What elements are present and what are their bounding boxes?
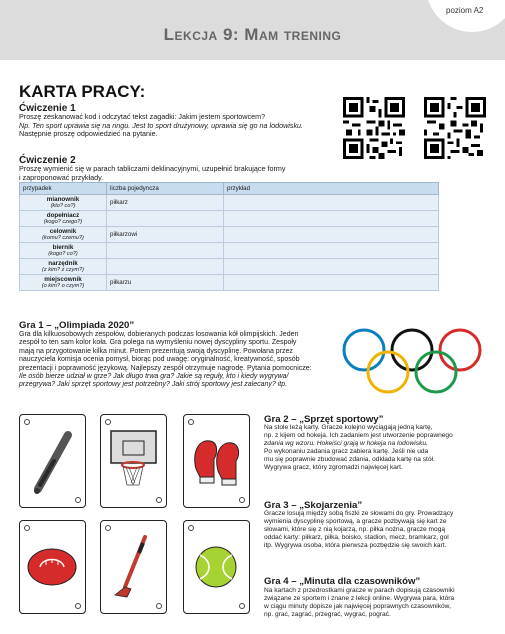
- game-1-line: Gra dla kilkuosobowych zespołów, dobieranych podczas losowania kół olimpijskich. Jeden: [19, 331, 299, 338]
- table-row: [20, 195, 439, 211]
- column-header-example: przykład: [224, 183, 439, 195]
- table-row: [20, 211, 439, 227]
- game-2-line: np. z kijem od hokeja. Ich zadaniem jest utworzenie poprawnego: [264, 432, 453, 439]
- example-cell[interactable]: [224, 227, 439, 243]
- exercise-1-example: Np. Ten sport uprawia się na ringu. Jest to sport drużynowy, uprawia się go na lodowisku.: [19, 120, 304, 130]
- exercise-1-heading: Ćwiczenie 1: [19, 103, 76, 114]
- olympic-rings-icon: [340, 326, 490, 398]
- exercise-1-line: Proszę zeskanować kod i odczytać tekst zagadki: Jakim jestem sportowcem?: [19, 112, 266, 121]
- card-rugby-ball[interactable]: [19, 520, 86, 614]
- rugby-ball-icon: [24, 531, 81, 603]
- game-3-heading: Gra 3 – „Skojarzenia”: [264, 500, 363, 511]
- game-4-line: w ciągu minuty dopisze jak najwięcej poprawnych czasowników,: [264, 603, 451, 610]
- game-1-line: Ile osób bierze udział w grze? Jak długo trwa gra? Jakie są reguły, kto i kiedy wygrywa/: [19, 373, 289, 381]
- game-2-line: zdania wg wzoru. Hokeiści grają w hokeja na lodowisku.: [264, 440, 428, 447]
- card-basketball-hoop[interactable]: [100, 414, 167, 508]
- game-1-line: przegrywa? Jaki sprzęt sportowy jest potrzebny? Jaki strój sportowy jest zalecany? itp.: [19, 381, 288, 389]
- column-header-case: przypadek: [20, 183, 107, 195]
- example-cell[interactable]: [224, 259, 439, 275]
- qr-code-1[interactable]: [343, 97, 405, 159]
- game-4-heading: Gra 4 – „Minuta dla czasowników”: [264, 576, 421, 587]
- case-cell: narzędnik (z kim? z czym?): [20, 259, 107, 275]
- table-row: [20, 227, 439, 243]
- lesson-title: Lekcja 9: Mam trening: [163, 25, 342, 44]
- case-cell: biernik (kogo? co?): [20, 243, 107, 259]
- exercise-1-line: Następnie proszę odpowiedzieć na pytanie.: [19, 129, 158, 139]
- singular-cell[interactable]: [107, 259, 224, 275]
- game-1-heading: Gra 1 – „Olimpiada 2020”: [19, 320, 135, 331]
- boxing-gloves-icon: [188, 425, 245, 497]
- game-3-line: oddać karty: piłkarz, piłka, boisko, stadion, mecz, bramkarz, gol: [264, 534, 449, 541]
- card-boxing-gloves[interactable]: [183, 414, 250, 508]
- game-2-line: Wygrywa gracz, który zgromadzi najwięcej kart.: [264, 464, 403, 471]
- game-3-line: wymienia dyscyplinę sportową, a gracze pozbywają się kart ze: [264, 518, 447, 525]
- singular-cell[interactable]: [107, 243, 224, 259]
- case-cell: mianownik (kto? co?): [20, 195, 107, 211]
- game-4-line: związane ze sportem i znane z lekcji online. Wygrywa para, która: [264, 595, 455, 602]
- example-cell[interactable]: [224, 195, 439, 211]
- card-tennis-ball[interactable]: [183, 520, 250, 614]
- table-row: [20, 275, 439, 291]
- singular-cell[interactable]: piłkarzu: [107, 275, 224, 291]
- singular-cell[interactable]: piłkarz: [107, 195, 224, 211]
- game-2-line: mu się poprawnie zbudować zdania, odkłada kartę na stół.: [264, 456, 435, 463]
- game-3-line: Gracze losują między sobą fiszki ze słowami do gry. Prowadzący: [264, 510, 454, 517]
- game-2-text: [264, 424, 500, 472]
- game-1-line: prezentacji i poprawność językową. Najlepszy zespół otrzymuje nagrodę. Pytania pomocnicze:: [19, 364, 312, 372]
- game-4-text: [264, 587, 500, 619]
- card-hockey-stick[interactable]: [100, 520, 167, 614]
- game-1-line: nauczyciela komisja ocenia pomysł, biorąc pod uwagę: oryginalność, kreatywność, sposób: [19, 356, 300, 364]
- table-row: [20, 259, 439, 275]
- example-cell[interactable]: [224, 211, 439, 227]
- exercise-2-line: Proszę wymienić się w parach tabliczami deklinacyjnymi, uzupełnić brakujące formy: [19, 164, 286, 173]
- game-1-line: mają na przygotowanie kilka minut. Potem prezentują swoją dyscyplinę. Powołana przez: [19, 347, 293, 355]
- example-cell[interactable]: [224, 243, 439, 259]
- singular-cell[interactable]: piłkarzowi: [107, 227, 224, 243]
- exercise-1-text: [19, 113, 349, 139]
- game-4-line: np. grać, zagrać, przegrać, wygrać, pograć.: [264, 611, 391, 618]
- example-cell[interactable]: [224, 275, 439, 291]
- baseball-bat-icon: [24, 425, 81, 497]
- singular-cell[interactable]: [107, 211, 224, 227]
- qr-code-2[interactable]: [424, 97, 486, 159]
- game-1-text: [19, 331, 344, 390]
- game-2-line: Na stole leżą karty. Gracze kolejno wyciągają jedną kartę,: [264, 424, 433, 431]
- game-3-line: słowami, które się z nią kojarzą, np. piłka nożna, gracze mogą: [264, 526, 446, 533]
- column-header-singular: liczba pojedyncza: [107, 183, 224, 195]
- exercise-2-line: i zaproponować przykłady.: [19, 172, 104, 182]
- game-3-line: itp. Wygrywa osoba, która pierwsza pozbędzie się swoich kart.: [264, 542, 447, 549]
- exercise-2-text: [19, 165, 439, 182]
- game-4-line: Na kartach z przedrostkami gracze w parach dopisują czasowniki: [264, 587, 455, 594]
- game-2-line: Po wykonaniu zadania gracz zabiera kartę. Jeśli nie uda: [264, 448, 429, 455]
- game-2-heading: Gra 2 – „Sprzęt sportowy”: [264, 414, 384, 425]
- worksheet-title: KARTA PRACY:: [19, 82, 146, 101]
- exercise-2-heading: Ćwiczenie 2: [19, 155, 76, 166]
- level-badge-text: poziom A2: [446, 6, 484, 15]
- hockey-stick-icon: [105, 531, 162, 603]
- table-row: [20, 243, 439, 259]
- game-3-text: [264, 510, 500, 550]
- case-cell: celownik (komu? czemu?): [20, 227, 107, 243]
- game-1-line: zespół to ten sam kolor koła. Gra polega na wymyśleniu nowej dyscypliny sportu. Zespoły: [19, 339, 297, 347]
- card-baseball-bat[interactable]: [19, 414, 86, 508]
- basketball-hoop-icon: [105, 425, 162, 497]
- tennis-ball-icon: [188, 531, 245, 603]
- case-cell: dopełniacz (kogo? czego?): [20, 211, 107, 227]
- declension-table: [19, 182, 439, 291]
- case-cell: miejscownik (o kim? o czym?): [20, 275, 107, 291]
